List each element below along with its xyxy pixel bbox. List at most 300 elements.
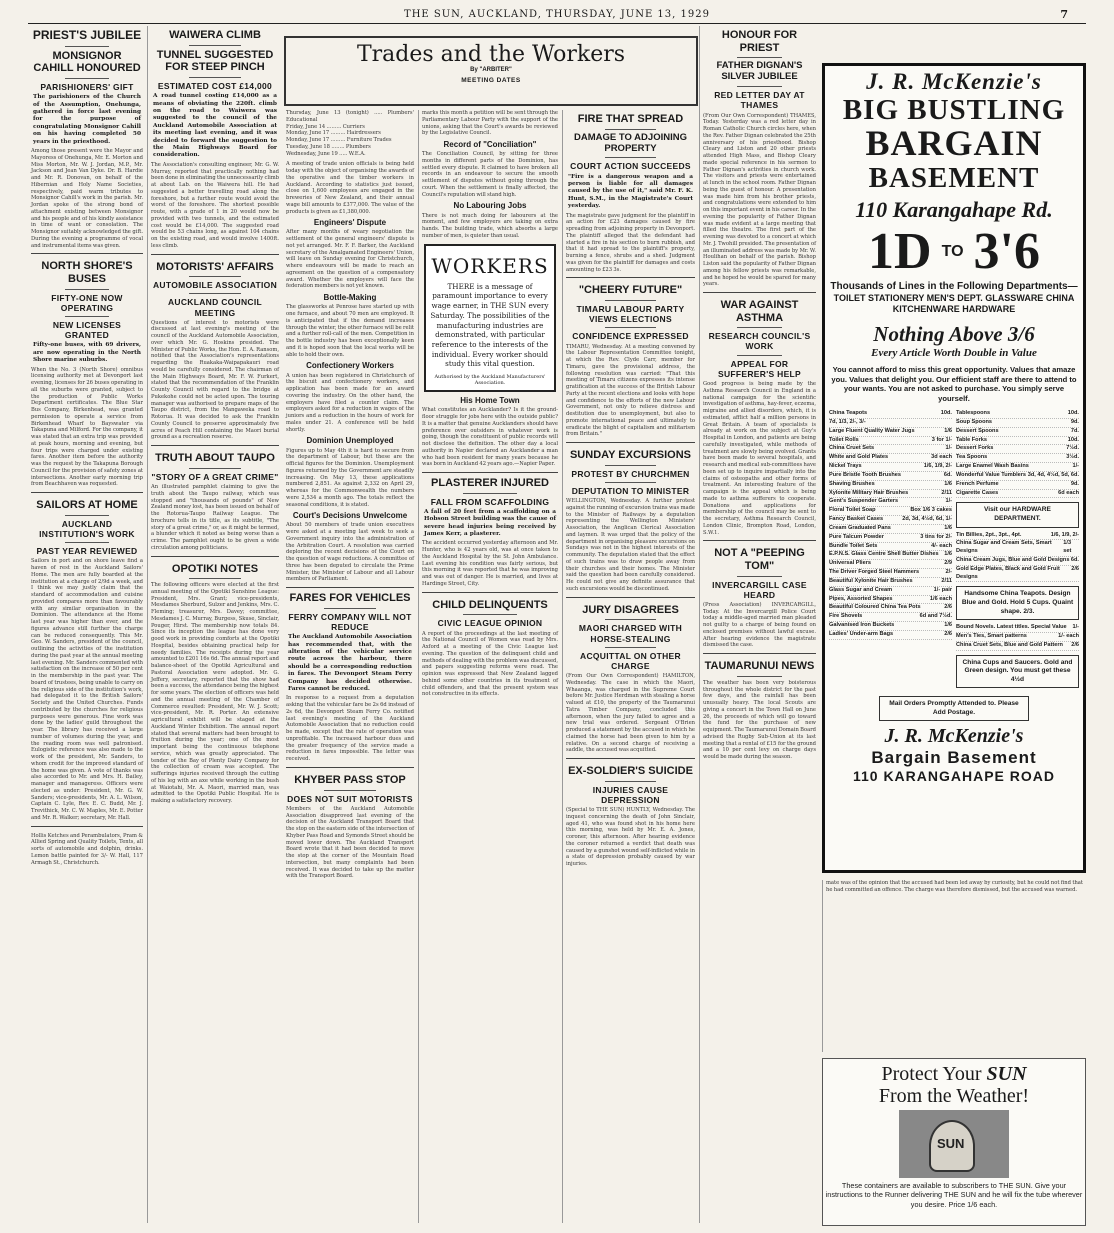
article-opotiki-notes <box>151 563 279 809</box>
price-list-item <box>956 410 1079 419</box>
item-price: 1/6 each <box>929 595 952 602</box>
item-name: Fancy Basket Cases <box>829 516 884 523</box>
headline: WAIWERA CLIMB <box>169 29 261 41</box>
item-name: Pure Bristle Tooth Brushes <box>829 471 902 478</box>
headline: "CHEERY FUTURE" <box>578 284 683 297</box>
subhead: MONSIGNOR CAHILL HONOURED <box>33 49 141 75</box>
article-body: There is not much doing for labourers at the moment, and few employers are taking on extra hands. The building trade, which absorbs a large number of men, is quieter than usual. <box>422 212 558 239</box>
item-price: 2/6 <box>944 630 952 637</box>
item-name: Tin Billies, 2pt., 3pt., 4pt. <box>956 531 1022 538</box>
item-name: Cigarette Cases <box>956 489 999 496</box>
article-body: (From Our Own Correspondent) HAMILTON, Wednesday. The case in which the Maori, Whaanga, was charged in the Supreme Court before Mr. Justice Herdman with stealing a horse valued at £10, the property of the Taumarunui Tatra Timber Company, concluded this afternoon, when the jury failed to agree and a new trial was ordered. Sergeant O'Brien produced a statement by the accused in which he claimed the horse had been given to him by a relative. On a second charge of receiving a saddle, the accused was acquitted. <box>566 673 695 754</box>
headline: KHYBER PASS STOP <box>294 773 406 786</box>
subhead: Dominion Unemployed <box>306 436 394 446</box>
article-body: Figures up to May 4th it is hard to secure from the department of Labour, but these are the official figures for the Dominion. Unemployment figures returned by the Government are steadily increasing. On May 13, these applications numbered 2,851. As against 2,332 on April 29, whereas for the Commonwealth the numbers were 2,534 a month ago. The totals reflect the seasonal conditions, it is stated. <box>286 447 414 508</box>
article-body: Good progress is being made by the Asthma Research Council in England in a national campaign for the scientific investigation of asthma, hay-fever, eczema, migraine and allied disorders, which, it is estimated, afflict half a million persons in Great Britain. A team of specialists is already at work on the subject at Guy's Hospital in London, and patients are being carefully investigated, while methods of treatment are slowly being evolved. Grants have been made to several hospitals, and research and medical sub-committees have been set up to inquire impartially into the claims of osteopaths and other forms of treatment. An interesting feature of the campaign is the appeal which is being made to asthma sufferers to cooperate. Donations and applications for membership of the council may be sent to the secretary, Asthma Research Council, London Clinic, Brompton Road, London, S.W.1. <box>703 381 816 536</box>
item-name: Glass Sugar and Cream <box>829 586 893 593</box>
subhead: FATHER DIGNAN'S SILVER JUBILEE <box>716 60 803 83</box>
item-price: 7½d. <box>1066 445 1079 452</box>
item-price: 2/11 <box>941 489 952 496</box>
item-name: Beautiful Coloured China Tea Pots <box>829 604 921 611</box>
subhead: COURT ACTION SUCCEEDS <box>570 161 691 172</box>
article-sunday-excursions <box>566 449 695 598</box>
ad-price-lists <box>829 410 1079 692</box>
meeting-row: Tuesday, June 18 ........ Plumbers <box>286 143 371 150</box>
sun-ad-brand: SUN <box>986 1063 1027 1085</box>
ad-body: THERE is a message of paramount importance to every wage earner, in THE SUN every Saturday. The possibilities of the manufacturing industries are demonstrated, with particular reference to the interests of the individual. Every worker should study this vital question. <box>430 281 550 369</box>
article-khyber-pass <box>286 774 414 884</box>
ad-list-right-column <box>956 410 1079 692</box>
ad-list-right-3 <box>956 624 1079 650</box>
article-body: The following officers were elected at the first annual meeting of the Opotiki Sunshine League: President, Mrs. Grant; vice-presidents, Mesdames Sherburd, Sulzer and Jenkins, Mrs. C. Fleming; treasurer, Mrs. Davey; committee, Mesdames J. C. Murray, Burgess, Skuse, Sinclair, Pouger, Hirst. The membership now totals 84. Since its inception the league has done very good work in providing comforts at the Opotiki Hospital, besides obtaining practical help for needy families. The receipts during the year amounted to £201 16s 6d. The annual report and balance-sheet of the Opotiki Agricultural and Pastoral Association were adopted. Mr. G. Jeffery, secretary, reported that the show had been a success, the attendance being the highest for some years. The election of officers was held and the annual meeting of the Chamber of Commerce resulted: President, Mr. W. J. Scott; vice-president, Mr. R. Porter. An extensive agricultural exhibit will be staged at the Auckland Winter Exhibition. The annual report stated that several matters had been brought to fruition during the year; one of the most important being the continuous telephone service, which was greatly appreciated. The tender of the Bay of Plenty Dairy Company for the collection of cream was accepted. The sufferings injuries received through the cutting of his leg with an axe while working in the bush at Waiotahi, Mr. A. Maori, married man, was admitted to the Opotiki Public Hospital. He is making a satisfactory recovery. <box>151 582 279 805</box>
ad-nothing-above: Nothing Above 3/6 <box>873 321 1035 346</box>
headline: NORTH SHORE'S BUSES <box>41 260 133 285</box>
article-body: (From Our Own Correspondent) THAMES, Today. Yesterday was a red letter day in Roman Catholic Church circles here, when the Rev. Father Dignan celebrated the 25th anniversary of his priesthood. Bishop Cleary and Liston and 20 other priests attended High Mass, and Bishop Cleary made special reference in his sermon to Father Dignan's activities in church work. The visitors and priests were entertained at lunch in the school room. Father Dignan being the guest of honour. A presentation was made him from his brother priests, and congratulations were extended to him on this important event in his career. In the evening the popularity of Father Dignan was made evident at a large meeting that filled the theatre. The first part of the evening was devoted to a concert at which Mr. J. Twohill presided. The presentation of an illuminated address was made by Mr. W. Houlihan on behalf of the parish. Bishop Liston said the popularity of Father Dignan among his fellow priests was remarkable, and he hoped he would be spared for many years. <box>703 112 816 288</box>
price-list-item <box>956 472 1079 481</box>
article-cheery-future <box>566 284 695 443</box>
item-name: China Cream Jugs, Blue and Gold Designs <box>956 557 1070 563</box>
item-price: 1/6 <box>944 427 952 434</box>
price-list-item <box>956 454 1079 463</box>
cups-callout: China Cups and Saucers. Gold and Green design. You must get these 4½d <box>956 655 1079 689</box>
item-name: Ladies' Under-arm Bags <box>829 630 894 637</box>
headline: EX-SOLDIER'S SUICIDE <box>568 765 693 778</box>
price-list-item <box>829 534 952 543</box>
item-name: Soup Spoons <box>956 418 993 425</box>
byline: By "ARBITER" <box>470 67 512 73</box>
subhead: Record of "Conciliation" <box>443 140 537 149</box>
item-name: Bundle Toilet Sets <box>829 542 878 549</box>
item-name: Large Fluent Quality Water Jugs <box>829 427 915 434</box>
item-price: 9d. <box>1070 480 1079 487</box>
article-body: The weather has been very boisterous throughout the whole district for the past few days, and the rainfall has been unusually heavy. The local Scouts are giving a concert in the Town Hall on June 26, the proceeds of which will go toward the fund for the purchase of new equipment. The Taumarunui Domain Board advised the Rugby Sub-Union at its last meeting that a rental of £15 for the ground and a 10 per cent levy on charge days would be made during the season. <box>703 679 816 761</box>
item-name: Gold Edge Plates, Black and Gold Fruit Designs <box>956 565 1060 580</box>
article-body: Members of the Auckland Automobile Association disapproved last evening of the decision of the Auckland Transport Board that the stop on the eastern side of the intersection of Khyber Pass Road and Symonds Street should be moved lower down. The Auckland Transport Board wrote that it had been decided to move the stop at the corner of the Mountain Road intersection, but many complaints had been received. It was decided to take up the matter with the Transport Board. <box>286 805 414 880</box>
column-6 <box>699 26 819 1223</box>
price-list-item <box>829 551 952 560</box>
item-price: 3½d. <box>1066 454 1079 461</box>
item-price: 2/9 <box>944 560 952 567</box>
article-taumarunui-news <box>703 660 816 765</box>
column-5 <box>562 110 698 1223</box>
headline: TAUMARUNUI NEWS <box>704 660 815 673</box>
item-name: Cream Graduated Pans <box>829 524 891 531</box>
article-body: Questions of interest to motorists were discussed at last evening's meeting of the council of the Auckland Automobile Association, over which Mr. G. Hoskins presided. The Minister of Public Works, the Hon. E. A. Ransom, notified that the Association's representations regarding the Ruakaka-Waipapakauri road would be carefully considered. The chairman of the Main Highways Board, Mr. F. W. Furkert, stated that the recommendation of the Franklin County Council with regard to the bridge at Pukekohe could not be acted upon. The touring manager was authorised to prepare maps of the Taupo district, from the Mangaweka road to Rotorua. It was decided to ask the Franklin County Council to preserve approximately five acres of Peach Hill containing the Maori burial ground as a recreation reserve. <box>151 319 279 441</box>
subhead: Confectionery Workers <box>306 361 394 371</box>
ad-line: BARGAIN <box>865 123 1043 164</box>
article-body: About 50 members of trade union executives were asked at a meeting last week to seek a Government inquiry into the administration of the Arbitration Court. A resolution was carried deploring the recent decisions of the Court on the question of wage reductions. A committee of three has been deputed to circulate the Prime Minister, the Minister of Labour and all Labour members of Parliament. <box>286 522 414 588</box>
subhead: No Labouring Jobs <box>453 201 527 211</box>
item-price: 1/- <box>1072 624 1079 631</box>
article-body: TIMARU, Wednesday. At a meeting convened by the Labour Representation Committee tonight, at which the Rev. Clyde Carr, member for Timaru, gave the provisional address, the following resolution was carried: "That this meeting of Timaru citizens expresses its intense gratification at the success of the British Labour Party at the recent elections and looks with hope and confidence to the efforts of the new Labour Government, not only to relieve distress and destitution due to unemployment, but also to promote international peace and ultimately to eradicate the blight of capitalism and militarism from Britain." <box>566 343 695 438</box>
item-price: 2/6 <box>1071 565 1079 572</box>
headline: SAILORS AT HOME <box>36 499 138 512</box>
column-2 <box>147 26 282 1223</box>
article-motorists-affairs <box>151 261 279 447</box>
item-name: Fire Shovels <box>829 613 863 620</box>
subhead: TUNNEL SUGGESTED FOR STEEP PINCH <box>156 48 274 74</box>
price-list-item <box>956 463 1079 472</box>
article-body: What constitutes an Aucklander? Is it the ground-floor struggle for jobs here with the outside public? It is a matter that genuine Aucklanders should have preference over outsiders in whatever work is going, though the constituent of public records will not disclose the definition. The other day a local authority in Napier declared an Aucklander a man who had been resident for many years because he was born in Auckland 42 years ago.—Napier Paper. <box>422 407 558 473</box>
ad-line: BIG BUSTLING <box>842 94 1066 126</box>
article-body: marks this month a petition will be sent through the Parliamentary Labour Party with the support of the unions, asking that the Court's awards be reviewed by the Legislative Council. <box>422 110 558 137</box>
headline: FARES FOR VEHICLES <box>289 592 411 605</box>
item-price: 4/- each <box>931 542 952 549</box>
container-photo <box>899 1110 1009 1178</box>
subhead: FALL FROM SCAFFOLDING <box>430 496 550 507</box>
article-body: (Special to THE SUN) HUNTLY, Wednesday. The inquest concerning the death of John Sinclair, aged 41, who was found shot in his home here this morning, was held by Mr. E. A. Jones, coroner, this afternoon. After hearing evidence the coroner returned a verdict that death was caused by a gunshot wound self-inflicted while in a state of depression probably caused by war injuries. <box>566 807 695 868</box>
sun-ad-caption: These containers are available to subscribers to THE SUN. Give your instructions to the Runner delivering THE SUN and he will fix the tube wherever you desire. Price 1/6 each. <box>825 1181 1083 1209</box>
item-price: 6d each <box>1058 489 1079 496</box>
item-price: 1/- each <box>1058 633 1079 639</box>
article-body: (Press Association) INVERCARGILL, Today. At the Invercargill Police Court today a middle-aged married man pleaded not guilty to a charge of being found on enclosed premises without lawful excuse. After hearing evidence the magistrate dismissed the case. <box>703 601 816 649</box>
price-list-item <box>829 463 952 472</box>
price-list-item <box>829 472 952 481</box>
headline: PLASTERER INJURED <box>431 477 549 490</box>
item-price: 2d, 3d, 4½d, 6d, 1/- <box>902 516 952 523</box>
meeting-row: Thursday, June 13 (tonight) ..... Plumbers' Educational <box>286 110 414 123</box>
item-price: 1/6 <box>944 621 952 628</box>
column-3 <box>283 110 417 1223</box>
headline: CHILD DELINQUENTS <box>432 598 548 611</box>
price-list-item <box>956 481 1079 490</box>
item-name: Men's Ties, Smart patterns <box>956 633 1027 639</box>
article-body: A meeting of trade union officials is being held today with the object of organising the awards of the operative and the timber workers in Auckland. According to statistics just issued, close on 1,600 employees are engaged in the breweries of New Zealand, and their annual wage bill amounts to £377,000. The value of the products is given as £1,380,000. <box>286 161 414 215</box>
price-list-item <box>956 557 1079 566</box>
item-price: 2/- <box>945 569 952 576</box>
item-price: 3 for 1/- <box>931 436 952 443</box>
lead: Fifty-one buses, with 69 drivers, are now operating in the North Shore marine suburbs. <box>33 342 141 364</box>
page-number: 7 <box>1060 8 1068 21</box>
price-list-item <box>829 437 952 446</box>
price-high: 3'6 <box>973 222 1040 280</box>
ad-footer-line: Bargain Basement <box>871 748 1037 768</box>
item-price: 1/6 <box>944 480 952 487</box>
price-list-item <box>956 445 1079 454</box>
price-list-item <box>829 596 952 605</box>
price-low: 1D <box>868 222 932 280</box>
sun-ad-line: From the Weather! <box>878 1085 1030 1107</box>
price-list-item <box>829 454 952 463</box>
price-list-item <box>956 642 1079 651</box>
price-list-item <box>829 631 952 640</box>
ad-signature: Authorised by the Auckland Manufacturers' Association. <box>434 374 546 387</box>
article-body: In response to a request from a deputation asking that the vehicular fare be 2s 6d instead of 2s 6d, the Devonport Steam Ferry Co. notified last evening's meeting of the Auckland Automobile Association that no reduction could be made, except that the rate of operation was unprofitable. The increased harbour dues and the greater frequency of the service made a reduction in fares impossible. The letter was received. <box>286 695 414 763</box>
article-body: The Association's consulting engineer, Mr. G. W. Murray, reported that practically nothing had been done in eliminating the unnecessarily climb at about Lab. on the Waiwera hill. He had suggested a better travelling road along the foreshore, but a further route would avoid the worst of the foreshore. The shortest possible route, with a grade of 1 in 20 would now be provided with two tunnels, and the estimated cost would be £14,000. The suggested road would be 53 chains long, as against 104 chains on the existing road, and would involve 1400ft. less climb. <box>151 161 279 249</box>
ad-thousands: Thousands of Lines in the Following Departments— <box>830 280 1078 292</box>
price-list-item <box>956 532 1079 541</box>
subhead: INJURIES CAUSE DEPRESSION <box>592 784 669 805</box>
price-list-item <box>829 498 952 507</box>
subhead: AUCKLAND COUNCIL MEETING <box>167 297 263 318</box>
article-body: A report of the proceedings at the last meeting of the National Council of Women was read by Mrs. Axford at a meeting of the Civic League last evening. The question of the delinquent child and methods of dealing with the problem was discussed, and papers suggesting reforms were read. The opinion was expressed that New Zealand lagged behind some other countries in its treatment of child offenders, and that the present system was not constructive in its effects. <box>422 630 558 698</box>
subhead: DAMAGE TO ADJOINING PROPERTY <box>574 131 687 154</box>
subhead: CIVIC LEAGUE OPINION <box>437 618 543 629</box>
subhead: TIMARU LABOUR PARTY VIEWS ELECTIONS <box>576 304 685 325</box>
headline: WAR AGAINST ASTHMA <box>720 299 799 324</box>
price-list-item <box>829 543 952 552</box>
item-name: Bound Novels. Latest titles. Special Value <box>956 624 1067 631</box>
price-list-item <box>829 578 952 587</box>
trades-workers-banner <box>284 36 698 106</box>
article-sailors-home <box>31 499 143 826</box>
price-list-item <box>956 437 1079 446</box>
classified-note: Hollis Ketches and Perambulators, Pram & Allied Spring and Quality Toilets, Tents, all sorts of automobile and dolphin, drinks. Lemon battle painted for 3/- W. Hall, 117 Armagh St., Christchurch. <box>31 832 143 866</box>
price-list-item <box>956 428 1079 437</box>
price-list-item <box>829 516 952 525</box>
lead: The Auckland Automobile Association has recommended that, with the alteration of the vehicular service route across the harbour, there should be a corresponding reduction in fares. The Devonport Steam Ferry Company has decided otherwise. Fares cannot be reduced. <box>288 634 412 693</box>
subhead: FERRY COMPANY WILL NOT REDUCE <box>288 611 412 633</box>
item-price: 3 tins for 2/- <box>920 533 952 540</box>
item-name: Xylonite Military Hair Brushes <box>829 489 909 496</box>
price-list-item <box>956 540 1079 557</box>
item-name: Floral Toilet Soap <box>829 507 876 514</box>
item-name: E.P.N.S. Glass Centre Shell Butter Dishes <box>829 551 939 558</box>
item-name: Toilet Rolls <box>829 436 859 443</box>
price-list-item <box>829 604 952 613</box>
article-body: Among those present were the Mayor and Mayoress of Onehunga, Mr. E. Morton and Miss Morton, Mr. W. J. Jordan, M.P., Mr. Jackson and Jean Van Dyke. Dr. B. Hardie and Mr. R. Donovan, on behalf of the Hibernian and Holy Name Societies, respectively, paid warm tributes to Monsignor Cahill's work in the parish. Mr. Jordan spoke of the strong bond of attachment existing between Monsignor and his people and of his kindly assistance in time of want or consolation. The Monsignor suitably acknowledged the gift. During the evening a programme of vocal and instrumental items was given. <box>31 148 143 249</box>
item-price: 6d. <box>1070 557 1079 563</box>
ad-line: BASEMENT <box>868 162 1040 195</box>
article-body: The magistrate gave judgment for the plaintiff in an action for £23 damages caused by fire spreading from adjoining property in Devonport. The plaintiff alleged that the defendant had started a fire in his section to burn rubbish, and that it had spread to the plaintiff's property, burning a fence, shrubs and a shed. Judgment was given for the plaintiff for damages and costs amounting to £23 3s. <box>566 212 695 273</box>
ad-footer-name: J. R. McKenzie's <box>884 725 1024 748</box>
item-price: 10d. <box>1067 436 1079 443</box>
subhead: AUTOMOBILE ASSOCIATION <box>152 280 278 291</box>
item-name: The Driver Forged Steel Hammers <box>829 569 920 576</box>
subhead: PARISHIONERS' GIFT <box>40 82 134 93</box>
subhead: AUCKLAND INSTITUTION'S WORK <box>39 518 135 539</box>
sun-ad-line: Protect Your <box>881 1063 982 1085</box>
item-price: 6d. <box>943 471 952 478</box>
section-title: Trades and the Workers <box>356 42 626 67</box>
subhead: MAORI CHARGED WITH HORSE-STEALING <box>578 623 683 644</box>
subhead: APPEAL FOR SUFFERER'S HELP <box>717 358 802 379</box>
teapot-callout: Handsome China Teapots. Design Blue and Gold. Hold 5 Cups. Quaint shape. 2/3. <box>956 586 1079 620</box>
headline: NOT A "PEEPING TOM" <box>714 547 805 572</box>
lead: The parishioners of the Church of the Assumption, Onehunga, gathered in force last evening for the purpose of congratulating Monsignor Cahill on his having completed 50 years in the priesthood. <box>33 94 141 145</box>
headline: TRUTH ABOUT TAUPO <box>155 452 275 465</box>
subhead: RED LETTER DAY AT THAMES <box>714 90 805 111</box>
article-jury-disagrees <box>566 604 695 759</box>
container-label: SUN <box>937 1136 965 1151</box>
price-list-item <box>829 507 952 516</box>
article-ex-soldier-suicide <box>566 765 695 872</box>
subhead: Bottle-Making <box>323 293 377 303</box>
headline: OPOTIKI NOTES <box>171 562 259 575</box>
item-name: China Teapots <box>829 410 868 417</box>
price-list-item <box>956 633 1079 642</box>
column-7-text <box>822 880 1086 1052</box>
item-price: 2/6 <box>1071 641 1079 648</box>
price-list-item <box>829 445 952 454</box>
column-4 <box>418 110 561 1223</box>
article-body: mate was of the opinion that the accused had been led away by curiosity, but he could not find that he had committed an offence. The charge was therefore dismissed, but the accused was warned. <box>826 880 1083 893</box>
item-price: 1/- <box>945 498 952 505</box>
lead: A fall of 20 feet from a scaffolding on a Hobson Street building was the cause of severe head injuries being received by James Kerr, a plasterer. <box>424 508 556 538</box>
article-child-delinquents <box>422 599 558 702</box>
item-price: 1/- <box>1072 463 1079 470</box>
subhead: FIFTY-ONE NOW OPERATING <box>51 292 123 313</box>
headline: HONOUR FOR PRIEST <box>721 29 798 54</box>
ad-footer-address: 110 KARANGAHAPE ROAD <box>852 768 1056 785</box>
item-name: Pipes, Assorted Shapes <box>829 595 893 602</box>
price-list-item <box>829 622 952 631</box>
article-plasterer-injured <box>422 477 558 593</box>
meeting-row: Monday, June 17 ......... Furniture Trades <box>286 137 392 143</box>
item-name: Shaving Brushes <box>829 480 875 487</box>
subhead: DOES NOT SUIT MOTORISTS <box>287 793 413 804</box>
price-list-item <box>956 566 1079 583</box>
item-name: Universal Pliers <box>829 560 871 567</box>
sun-ad-headline <box>823 1063 1085 1107</box>
article-body: A union has been registered in Christchurch of the biscuit and confectionery workers, and application has been made for an award covering the industry. On the other hand, the employers have filed a counter claim. The employers asked for a reduction in wages of the juniors and a reduction in the hours of work for males under 21. A conference will be held shortly. <box>286 372 414 433</box>
article-priest-jubilee <box>31 29 143 254</box>
item-price: 1/- <box>945 445 952 452</box>
item-name: French Perfume <box>956 480 999 487</box>
item-name: 7d, 1/3, 2/-, 3/- <box>829 418 866 425</box>
price-list-item <box>829 587 952 596</box>
ad-title: WORKERS <box>431 253 549 278</box>
article-fire-spread <box>566 113 695 278</box>
item-price: 1/6, 1/9, 2/- <box>1050 531 1079 538</box>
item-price: 10d. <box>940 410 952 417</box>
workers-advertisement <box>424 244 556 392</box>
item-price: Box 1/6 3 cakes <box>910 507 952 514</box>
item-name: Tablespoons <box>956 410 991 417</box>
item-price: 7d. <box>1070 427 1079 434</box>
headline: FIRE THAT SPREAD <box>577 113 684 125</box>
article-body: WELLINGTON, Wednesday. A further protest against the running of excursion trains was made to the Minister of Railways by a deputation representing the Wellington Ministers' Association, the Anglican Clerical Association and laymen. It was urged that the policy of the department in organising pleasure excursions on Sundays was not in the highest interests of the community. The deputation stated that the effect of such trains was to draw people away from their churches and their homes. The Minister said the question had been carefully considered. He could not give any definite assurance that such excursions would be discontinued. <box>566 498 695 592</box>
item-name: Pure Talcum Powder <box>829 533 884 540</box>
mail-orders-callout: Mail Orders Promptly Attended to. Please Add Postage. <box>879 696 1029 721</box>
item-name: Table Forks <box>956 436 987 443</box>
price-list-item <box>956 419 1079 428</box>
article-north-shore-buses <box>31 260 143 493</box>
item-price: 10d. <box>1067 410 1079 417</box>
subhead: ESTIMATED COST £14,000 <box>157 80 273 91</box>
subhead: DEPUTATION TO MINISTER <box>571 485 690 496</box>
price-to: TO <box>941 242 964 260</box>
price-list-item <box>829 419 952 428</box>
subhead: PROTEST BY CHURCHMEN <box>571 468 690 479</box>
item-name: China Sugar and Cream Sets, Smart Designs <box>956 540 1052 555</box>
lead: A road tunnel costing £14,000 as a means of obviating the 220ft. climb on the road to Waiwera was suggested to the council of the Auckland Automobile Association at its meeting last evening, and it was decided to forward the suggestion to the Main Highways Board for consideration. <box>153 93 277 159</box>
meeting-list <box>286 110 414 157</box>
article-body: When the No. 3 (North Shore) omnibus licensing authority met at Devonport last evening, licenses for 26 buses operating in all the suburbs were granted, subject to the production of Public Works Department certificates. The Blue Star Bus Company, Birkenhead, was granted permission to operate a service from Birkenhead Wharf to Bayswater via Takapuna and Milford. For the company, it was stated that an extra trip was provided at peak hours, morning and evening, but four trips were charged under existing fares. Another item before the authority was the request by the Takapuna Borough Council for the provision of safety zones at intersections. Another early morning trip from Beachhaven was requested. <box>31 366 143 488</box>
price-list-item <box>829 560 952 569</box>
item-price: 9d. <box>1070 418 1079 425</box>
mckenzie-advertisement <box>822 63 1086 873</box>
article-honour-priest <box>703 29 816 293</box>
article-body: The glassworks at Penrose have started up with one furnace, and about 70 men are employed. It is anticipated that if the demand increases through the winter, the other furnace will be relit and a further roll-call of the men. Competition in the bottle industry has been exceptionally keen and it is hoped soon that the local works will be able to hold their own. <box>286 304 414 358</box>
item-name: Gent's Suspender Garters <box>829 498 899 505</box>
article-waiwera-climb <box>151 29 279 255</box>
masthead <box>28 6 1086 24</box>
hardware-callout: Visit our HARDWARE DEPARTMENT. <box>956 502 1079 527</box>
subhead: "STORY OF A GREAT CRIME" <box>151 471 279 482</box>
subhead: ACQUITTAL ON OTHER CHARGE <box>580 650 681 671</box>
lead: "Fire is a dangerous weapon and a person is liable for all damages caused by the use of it," said Mr. F. K. Hunt, S.M., in the Magistrate's Court yesterday. <box>568 173 693 210</box>
item-price: 3d, 4d, 4½d, 5d, 6d. <box>1027 471 1079 478</box>
item-name: China Cruet Sets <box>829 445 875 452</box>
article-body: The accident occurred yesterday afternoon and Mr. Hunter, who is 42 years old, was at once taken to the Auckland Hospital by the St. John Ambulance. Last evening his condition was fairly serious, but this morning it was reported that he was improving and was out of danger. He is married, and lives at Hardinge Street, City. <box>422 540 558 587</box>
ad-every-article: Every Article Worth Double in Value <box>871 346 1037 359</box>
ad-price-range <box>829 222 1079 280</box>
item-name: Nickel Trays <box>829 463 862 470</box>
article-body: The Conciliation Council, by sitting for three months in different parts of the Dominion, has settled every dispute. It claimed to have broken all records in an endeavour to secure the smooth settlement of disputes without going through the court. When the settlement is finally affected, the Council's reputation will stand high. <box>422 151 558 198</box>
article-fares-vehicles <box>286 592 414 768</box>
protect-sun-advertisement <box>822 1058 1086 1226</box>
headline: PRIEST'S JUBILEE <box>32 28 142 42</box>
subhead: Engineers' Dispute <box>313 218 387 228</box>
meeting-dates-heading: MEETING DATES <box>461 77 521 84</box>
item-name: China Cruet Sets, Blue and Gold Pattern <box>956 641 1063 648</box>
ad-address: 110 Karangahape Rd. <box>855 196 1053 222</box>
item-name: Wonderful Value Tumblers <box>956 471 1027 478</box>
item-name: Dessert Spoons <box>956 427 999 434</box>
item-name: Large Enamel Wash Basins <box>956 463 1029 470</box>
item-name: White and Gold Plates <box>829 454 889 461</box>
item-price: 2/6 <box>944 604 952 611</box>
headline: SUNDAY EXCURSIONS <box>569 449 692 462</box>
subhead: His Home Town <box>460 396 520 406</box>
article-war-asthma <box>703 299 816 541</box>
ad-list-right <box>956 410 1079 498</box>
item-price: 3d each <box>931 454 952 461</box>
masthead-title: THE SUN, AUCKLAND, THURSDAY, JUNE 13, 1929 <box>404 9 710 20</box>
price-list-item <box>829 569 952 578</box>
meeting-row: Monday, June 17 ......... Hairdressers <box>286 130 381 137</box>
ad-departments: TOILET STATIONERY MEN'S DEPT. GLASSWARE CHINA KITCHENWARE HARDWARE <box>833 293 1075 315</box>
meeting-row: Wednesday, June 19 ..... W.E.A. <box>286 150 366 157</box>
price-list-item <box>829 525 952 534</box>
item-price: 1/6 <box>944 551 952 558</box>
article-truth-about-taupo <box>151 452 279 556</box>
item-price: 2/11 <box>941 577 952 584</box>
price-list-item <box>956 490 1079 499</box>
subhead: INVERCARGILL CASE HEARD <box>712 579 807 600</box>
price-list-item <box>829 481 952 490</box>
article-body: After many months of weary negotiation the settlement of the general engineers' dispute is not yet arranged. Mr. F. F. Barker, the Auckland secretary of the Amalgamated Engineers' Union, will leave on Sunday evening for Christchurch, where endeavours will be made to reach an agreement on the question of a compensatory award. Whether the employers will face the federation members is not yet known. <box>286 229 414 290</box>
price-list-item <box>829 613 952 622</box>
price-list-item <box>956 624 1079 633</box>
article-peeping-tom <box>703 547 816 654</box>
item-price: 1/6 <box>944 524 952 531</box>
subhead: Court's Decisions Unwelcome <box>292 511 408 521</box>
column-1 <box>28 26 146 1223</box>
ad-intro: You cannot afford to miss this great opportunity. Values that amaze you. Values that delight you. Our efficient staff are there to attend to your wants. You are not asked to purchase. You simply serve yourself. <box>831 364 1077 404</box>
meeting-row: Friday, June 14 ......... Curriers <box>286 123 365 130</box>
subhead: NEW LICENSES GRANTED <box>52 320 122 341</box>
article-body: An illustrated pamphlet claiming to give the truth about the Taupo railway, which was stopped and "thousands of pounds" of New Zealand money lost, has been issued on behalf of the Rotorua-Taupo Railway League. The brochure tells in its title, as its subtitle, "The story of a great crime," or, as it might be termed, a blunder which it noted as being worse than a crime. The pamphlet ought to be given a wide circulation among politicians. <box>151 484 279 551</box>
item-price: 1/- pair <box>933 586 952 593</box>
ad-list-left <box>829 410 952 692</box>
price-list-item <box>829 410 952 419</box>
item-price: 6d and 7½d. <box>919 613 952 620</box>
article-body: Sailors in port and on shore leave find a haven of rest in the Auckland Sailors' Home. The men are fully boarded at the institution at a charge of 2/9d a week, and I think we may justly claim that the standard of accommodation and cuisine provided compares more than favourably with any similar organisation in the Dominion. The attendance at the Home last year was higher than ever, and the figures advance still further the charge can be reduced consequently. This Mr. Geo. W. Sanders, president of the council, outlining the activities of the institution during the past year at the annual meeting last evening. Mr. Sanders commented with satisfaction on the increase of 50 per cent in the membership in the past year. The board of trustees, being unable to carry on the religious side of the institution's work, had delegated it to the British Sailors' Society and the United Churches. Funds contributed by the churches for religious purposes were generous. Fine work was done by the ladies' guild throughout the year. The library has received a large number of volumes during the year, and the reading room was well patronised. Eulogistic reference was also made to the work of the president, Mr. Sanders, to whom credit for the improved standard of the home was given. A vote of thanks was also accorded to Mr. and Mrs. H. Bailey, manager and manageress. Officers were elected as under: President, Mr. G. W. Sanders; vice-presidents, Mr. A. L. Wilson, Captain C. Lyle, Rev. E. C. Budd, Mr. J. Trevithick, Mr. C. W. Maples, Mr. E. Potter and Mr. R. Walker; secretary, Mr. Hall. <box>31 558 143 821</box>
price-list-item <box>829 428 952 437</box>
item-name: Tea Spoons <box>956 454 988 461</box>
item-price: 1/6, 1/9, 2/- <box>923 463 952 470</box>
item-name: Beautiful Xylonite Hair Brushes <box>829 577 913 584</box>
ad-list-right-2 <box>956 532 1079 583</box>
subhead: CONFIDENCE EXPRESSED <box>572 331 689 342</box>
ad-store-name: J. R. McKenzie's <box>866 69 1042 94</box>
headline: MOTORISTS' AFFAIRS <box>156 260 274 273</box>
subhead: RESEARCH COUNCIL'S WORK <box>708 331 811 352</box>
item-name: Dessert Forks <box>956 445 994 452</box>
item-name: Galvanised Iron Buckets <box>829 621 895 628</box>
